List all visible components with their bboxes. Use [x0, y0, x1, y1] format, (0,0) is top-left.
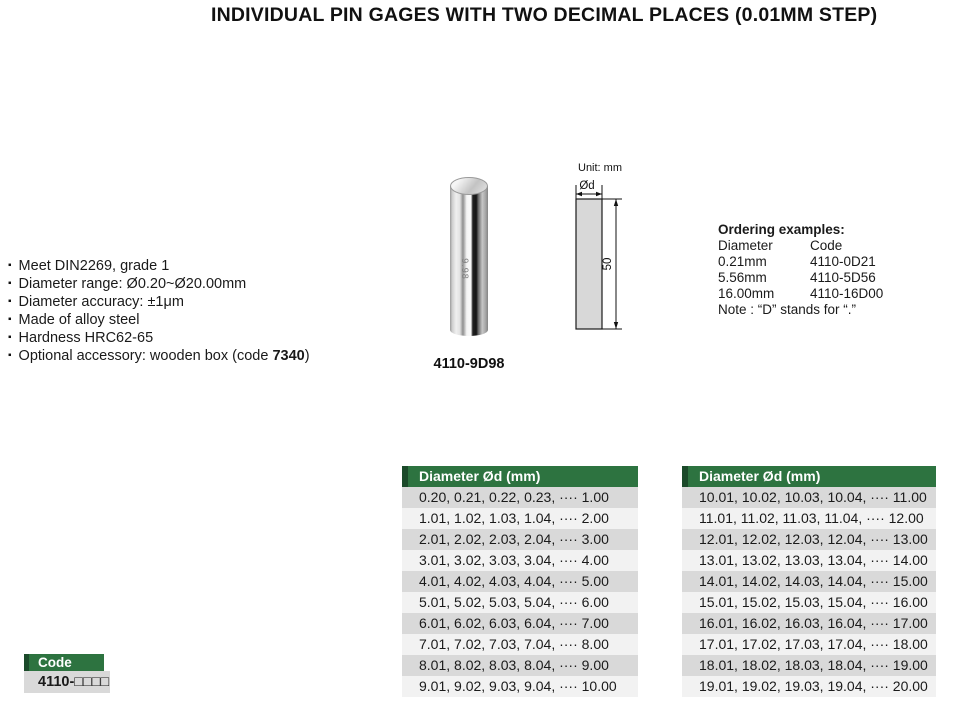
ordering-table: [718, 238, 883, 302]
ordering-col-code: Code: [810, 238, 843, 253]
pin-gage-photo: [450, 177, 488, 338]
table-row: 7.01, 7.02, 7.03, 7.04, ···· 8.00: [402, 634, 638, 655]
square-bullet-icon: ▪: [8, 278, 12, 289]
ordering-heading: Ordering examples:: [718, 222, 845, 237]
feature-item: ▪ Optional accessory: wooden box (code 7340): [8, 348, 310, 364]
ordering-diameter: 0.21mm: [718, 254, 767, 269]
pin-engraving: 9.98: [460, 258, 470, 280]
table-row: 15.01, 15.02, 15.03, 15.04, ···· 16.00: [682, 592, 936, 613]
code-box-value: 4110-□□□□: [24, 671, 110, 693]
pin-side-view: [576, 199, 602, 329]
table-header: Diameter Ød (mm): [402, 466, 638, 487]
diameter-table-left: [402, 466, 638, 697]
table-row: 19.01, 19.02, 19.03, 19.04, ···· 20.00: [682, 676, 936, 697]
feature-item: ▪ Diameter range: Ø0.20~Ø20.00mm: [8, 276, 247, 292]
page-title: INDIVIDUAL PIN GAGES WITH TWO DECIMAL PLACES (0.01MM STEP): [211, 4, 878, 26]
code-box: [24, 654, 110, 693]
pin-cylinder: [450, 186, 488, 336]
ordering-diameter: 16.00mm: [718, 286, 775, 301]
ordering-code: 4110-16D00: [810, 286, 884, 301]
ordering-col-diameter: Diameter: [718, 238, 773, 253]
ordering-examples: [718, 222, 883, 318]
table-row: 13.01, 13.02, 13.03, 13.04, ···· 14.00: [682, 550, 936, 571]
square-bullet-icon: ▪: [8, 332, 12, 343]
square-bullet-icon: ▪: [8, 350, 12, 361]
table-row: 14.01, 14.02, 14.03, 14.04, ···· 15.00: [682, 571, 936, 592]
feature-item: ▪ Meet DIN2269, grade 1: [8, 258, 170, 274]
dimension-drawing: [566, 158, 634, 340]
table-row: 1.01, 1.02, 1.03, 1.04, ···· 2.00: [402, 508, 638, 529]
ordering-code: 4110-0D21: [810, 254, 876, 269]
square-bullet-icon: ▪: [8, 296, 12, 307]
product-model-label: 4110-9D98: [433, 356, 505, 372]
feature-item: ▪ Made of alloy steel: [8, 312, 140, 328]
table-row: 5.01, 5.02, 5.03, 5.04, ···· 6.00: [402, 592, 638, 613]
ordering-code: 4110-5D56: [810, 270, 876, 285]
square-bullet-icon: ▪: [8, 314, 12, 325]
unit-label: Unit: mm: [578, 162, 622, 174]
table-row: 10.01, 10.02, 10.03, 10.04, ···· 11.00: [682, 487, 936, 508]
table-row: 18.01, 18.02, 18.03, 18.04, ···· 19.00: [682, 655, 936, 676]
table-row: 12.01, 12.02, 12.03, 12.04, ···· 13.00: [682, 529, 936, 550]
table-header: Diameter Ød (mm): [682, 466, 936, 487]
table-row: 9.01, 9.02, 9.03, 9.04, ···· 10.00: [402, 676, 638, 697]
table-row: 4.01, 4.02, 4.03, 4.04, ···· 5.00: [402, 571, 638, 592]
length-dim-label: 50: [602, 257, 614, 271]
feature-item: ▪ Diameter accuracy: ±1μm: [8, 294, 184, 310]
table-row: 17.01, 17.02, 17.03, 17.04, ···· 18.00: [682, 634, 936, 655]
diameter-table-right: [682, 466, 936, 697]
ordering-diameter: 5.56mm: [718, 270, 767, 285]
table-row: 3.01, 3.02, 3.03, 3.04, ···· 4.00: [402, 550, 638, 571]
table-row: 11.01, 11.02, 11.03, 11.04, ···· 12.00: [682, 508, 936, 529]
ordering-note: Note : “D” stands for “.”: [718, 302, 857, 317]
diameter-dim-label: Ød: [579, 180, 595, 192]
pin-top-face: [450, 177, 488, 195]
feature-item: ▪ Hardness HRC62-65: [8, 330, 154, 346]
table-row: 2.01, 2.02, 2.03, 2.04, ···· 3.00: [402, 529, 638, 550]
table-row: 16.01, 16.02, 16.03, 16.04, ···· 17.00: [682, 613, 936, 634]
table-row: 6.01, 6.02, 6.03, 6.04, ···· 7.00: [402, 613, 638, 634]
table-row: 0.20, 0.21, 0.22, 0.23, ···· 1.00: [402, 487, 638, 508]
square-bullet-icon: ▪: [8, 260, 12, 271]
table-row: 8.01, 8.02, 8.03, 8.04, ···· 9.00: [402, 655, 638, 676]
feature-list: [8, 257, 310, 365]
code-box-header: Code: [24, 654, 104, 671]
